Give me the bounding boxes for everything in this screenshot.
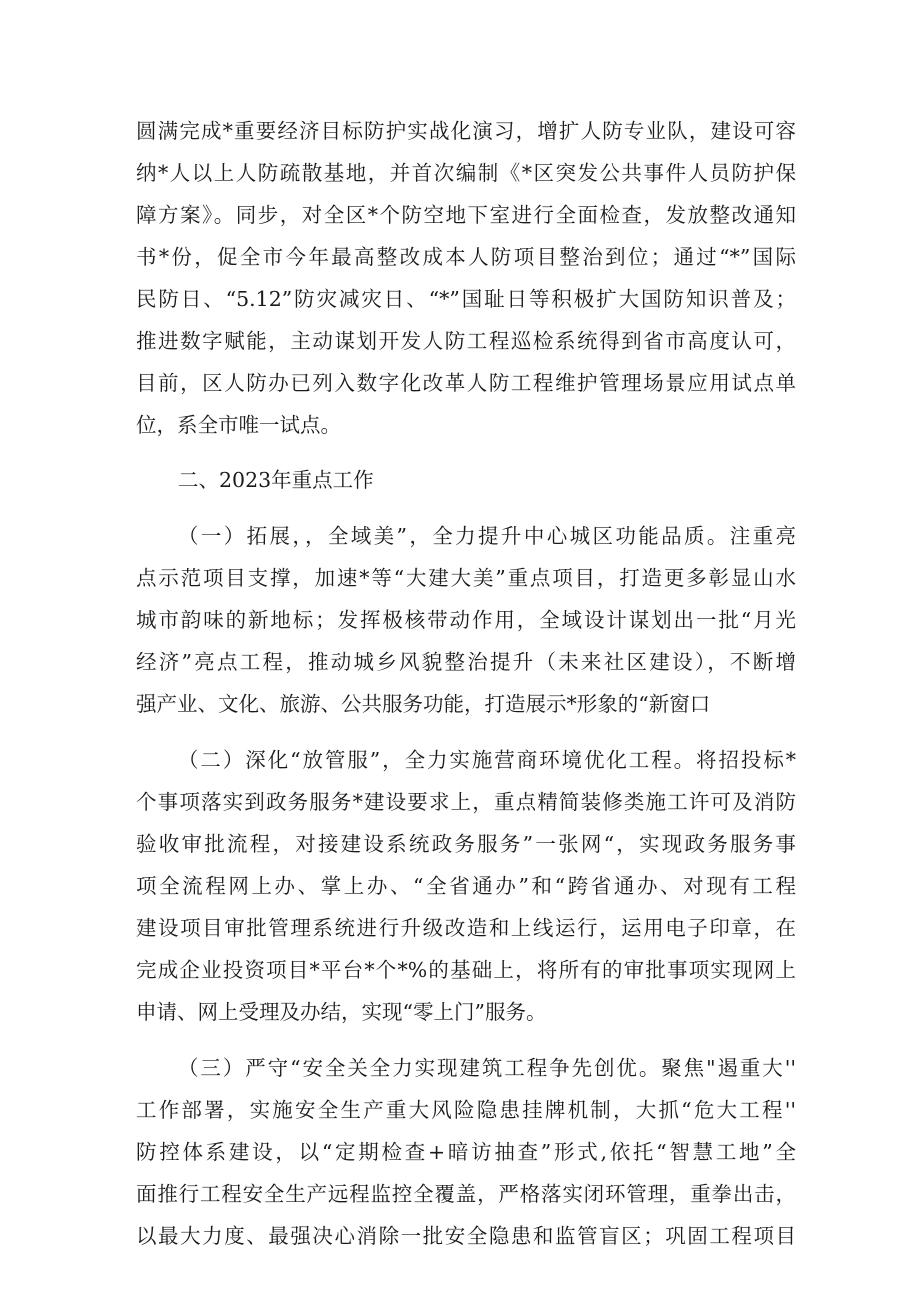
text-line: 个事项落实到政务服务*建设要求上，重点精简装修类施工许可及消防 [136,790,796,814]
text-line: 纳*人以上人防疏散基地，并首次编制《*区突发公共事件人员防护保 [136,161,796,185]
text-line: 验收审批流程，对接建设系统政务服务”一张网“，实现政务服务事 [136,832,796,856]
text-line: 完成企业投资项目*平台*个*%的基础上，将所有的审批事项实现网上 [136,958,796,982]
text-line: （二）深化“放管服”，全力实施营商环境优化工程。将招投标* [178,748,796,772]
text-line: 面推行工程安全生产远程监控全覆盖，严格落实闭环管理，重拳出击， [136,1182,796,1206]
text-line: （一）拓展，，全域美”，全力提升中心城区功能品质。注重亮 [178,524,796,548]
text-line: 民防日、“5.12”防灾减灾日、“*”国耻日等积极扩大国防知识普及； [136,287,796,311]
text-line: 推进数字赋能，主动谋划开发人防工程巡检系统得到省市高度认可， [136,329,796,353]
text-line: （三）严守“安全关全力实现建筑工程争先创优。聚焦"遏重大'' [178,1056,796,1080]
text-line: 位，系全市唯一试点。 [136,413,341,437]
text-line: 强产业、文化、旅游、公共服务功能，打造展示*形象的“新窗口 [136,692,711,716]
text-line: 点示范项目支撑，加速*等“大建大美”重点项目，打造更多彰显山水 [136,566,796,590]
text-line: 防控体系建设，以“定期检查+暗访抽查”形式,依托“智慧工地”全 [136,1140,796,1164]
text-line: 经济”亮点工程，推动城乡风貌整治提升（未来社区建设），不断增 [136,650,796,674]
text-line: 圆满完成*重要经济目标防护实战化演习，增扩人防专业队，建设可容 [136,119,796,143]
text-line: 建设项目审批管理系统进行升级改造和上线运行，运用电子印章，在 [136,916,796,940]
text-line: 项全流程网上办、掌上办、“全省通办”和“跨省通办、对现有工程 [136,874,796,898]
section-heading: 二、2023年重点工作 [178,468,374,492]
text-line: 以最大力度、最强决心消除一批安全隐患和监管盲区；巩固工程项目 [136,1224,796,1248]
text-line: 书*份，促全市今年最高整改成本人防项目整治到位；通过“*”国际 [136,245,796,269]
text-line: 工作部署，实施安全生产重大风险隐患挂牌机制，大抓“危大工程'' [136,1098,796,1122]
text-line: 城市韵味的新地标；发挥极核带动作用，全域设计谋划出一批“月光 [136,608,796,632]
text-line: 障方案》。同步，对全区*个防空地下室进行全面检查，发放整改通知 [136,203,796,227]
text-line: 目前，区人防办已列入数字化改革人防工程维护管理场景应用试点单 [136,371,796,395]
text-line: 申请、网上受理及办结，实现“零上门”服务。 [136,1000,547,1024]
